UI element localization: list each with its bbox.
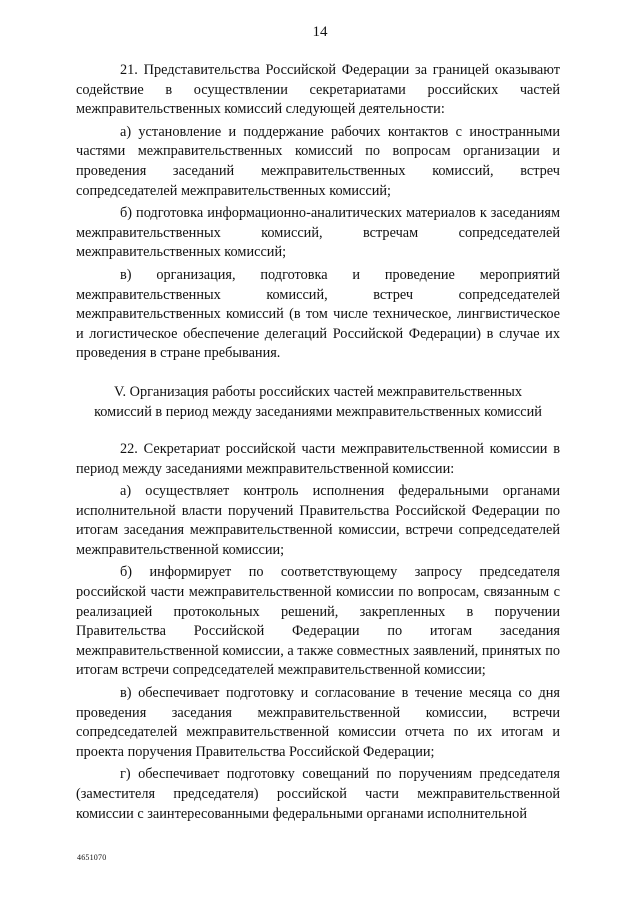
- section-v-heading-line-2: комиссий в период между заседаниями межправительственных комиссий: [94, 403, 542, 420]
- document-body: [76, 61, 560, 827]
- document-code: 4651070: [77, 853, 107, 862]
- page-number: 14: [312, 24, 328, 40]
- paragraph-22-v: в) обеспечивает подготовку и согласование в течение месяца со дня проведения заседания межправительственной комиссии, встречи сопредседателей межправительственной комиссии отчета по их итогам и проекта поручения Правительства Российской Федерации;: [76, 685, 560, 760]
- paragraph-21-a: а) установление и поддержание рабочих контактов с иностранными частями межправительственных комиссий по вопросам организации и проведения заседаний межправительственных комиссий, встреч сопредседателей межправительственных комиссий;: [76, 123, 560, 199]
- paragraph-22-g: г) обеспечивает подготовку совещаний по поручениям председателя (заместителя председателя) российской части межправительственной комиссии с заинтересованными федеральными органами исполнительной: [76, 766, 560, 822]
- section-v-heading-line-1: V. Организация работы российских частей межправительственных: [114, 383, 522, 400]
- paragraph-22: 22. Секретариат российской части межправительственной комиссии в период между заседаниями межправительственной комиссии:: [76, 440, 560, 477]
- paragraph-21-b: б) подготовка информационно-аналитических материалов к заседаниям межправительственных комиссий, встречам сопредседателей межправительственных комиссий;: [76, 205, 560, 261]
- paragraph-22-b: б) информирует по соответствующему запросу председателя российской части межправительственной комиссии по вопросам, связанным с реализацией протокольных решений, закрепленных в поручении Правительства Российской Федерации по итогам заседания межправительственной комиссии, а также совместных заявлений, принятых по итогам встречи сопредседателей межправительственной комиссии;: [76, 564, 560, 679]
- section-v-heading: [68, 382, 568, 422]
- paragraph-22-a: а) осуществляет контроль исполнения федеральными органами исполнительной власти поручений Правительства Российской Федерации по итогам заседания межправительственной комиссии, встречи сопредседателей межправительственной комиссии;: [76, 483, 560, 558]
- paragraph-21: 21. Представительства Российской Федерации за границей оказывают содействие в осуществлении секретариатами российских частей межправительственных комиссий следующей деятельности:: [76, 62, 560, 118]
- paragraph-21-v: в) организация, подготовка и проведение мероприятий межправительственных комиссий, встреч сопредседателей межправительственных комиссий (в том числе техническое, лингвистическое и логистическое обеспечение делегаций Российской Федерации) в случае их проведения в стране пребывания.: [76, 266, 560, 362]
